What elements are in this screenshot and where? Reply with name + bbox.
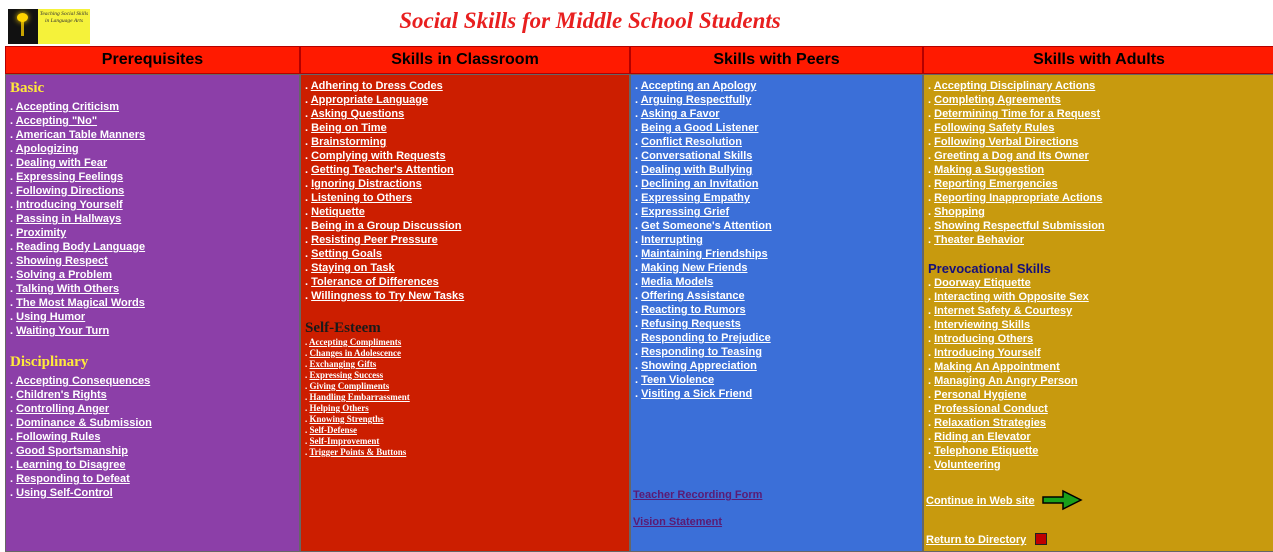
list-item <box>305 261 626 275</box>
skill-link[interactable]: Following Verbal Directions <box>934 136 1079 148</box>
skill-link[interactable]: Dealing with Bullying <box>641 164 753 176</box>
peers-column <box>630 74 923 552</box>
skill-link[interactable]: Handling Embarrassment <box>309 392 410 402</box>
list-item <box>928 219 1271 233</box>
list-item <box>10 268 296 282</box>
list-item <box>305 381 626 392</box>
skill-link[interactable]: Reacting to Rumors <box>641 304 746 316</box>
list-item <box>635 93 919 107</box>
list-item <box>928 346 1271 360</box>
list-item <box>635 107 919 121</box>
skill-link[interactable]: Doorway Etiquette <box>934 277 1031 289</box>
self-esteem-heading: Self-Esteem <box>305 320 381 336</box>
skill-link[interactable]: Netiquette <box>311 206 365 218</box>
skill-link[interactable]: Being on Time <box>311 122 387 134</box>
list-item <box>305 233 626 247</box>
list-item <box>10 212 296 226</box>
list-item <box>10 170 296 184</box>
skill-link[interactable]: Responding to Prejudice <box>641 332 771 344</box>
skill-link[interactable]: Personal Hygiene <box>934 389 1027 401</box>
list-item <box>10 458 296 472</box>
classroom-list <box>305 79 626 303</box>
skill-link[interactable]: Refusing Requests <box>641 318 741 330</box>
list-item <box>635 331 919 345</box>
list-item <box>928 458 1271 472</box>
list-item <box>305 414 626 425</box>
list-item <box>10 128 296 142</box>
list-item <box>10 430 296 444</box>
skill-link[interactable]: Conflict Resolution <box>641 136 742 148</box>
skill-link[interactable]: Greeting a Dog and Its Owner <box>934 150 1089 162</box>
list-item <box>305 177 626 191</box>
list-item <box>928 290 1271 304</box>
list-item <box>635 275 919 289</box>
list-item <box>10 240 296 254</box>
classroom-column <box>300 74 630 552</box>
skill-link[interactable]: Self-Improvement <box>309 436 380 446</box>
candle-icon <box>8 9 38 44</box>
list-item <box>928 205 1271 219</box>
list-item <box>305 149 626 163</box>
list-item <box>635 177 919 191</box>
list-item <box>305 275 626 289</box>
list-item <box>10 486 296 500</box>
list-item <box>10 472 296 486</box>
skill-link[interactable]: Accepting an Apology <box>640 80 757 92</box>
skill-link[interactable]: Being a Good Listener <box>641 122 759 134</box>
skill-link[interactable]: Asking a Favor <box>640 108 720 120</box>
list-item <box>928 121 1271 135</box>
header-peers: Skills with Peers <box>630 46 923 74</box>
list-item <box>305 107 626 121</box>
skill-link[interactable]: Visiting a Sick Friend <box>641 388 753 400</box>
list-item <box>928 402 1271 416</box>
basic-list <box>10 100 296 338</box>
skill-link[interactable]: Changes in Adolescence <box>309 348 402 358</box>
skill-link[interactable]: Using Self-Control <box>16 487 113 499</box>
skill-link[interactable]: Telephone Etiquette <box>934 445 1039 457</box>
skill-link[interactable]: Controlling Anger <box>16 403 110 415</box>
skill-link[interactable]: Introducing Yourself <box>16 199 123 211</box>
skill-link[interactable]: Responding to Defeat <box>16 473 130 485</box>
skill-link[interactable]: Determining Time for a Request <box>934 108 1101 120</box>
list-item <box>928 107 1271 121</box>
skill-link[interactable]: Exchanging Gifts <box>309 359 377 369</box>
list-item <box>10 416 296 430</box>
list-item <box>635 317 919 331</box>
list-item <box>305 337 626 348</box>
skill-link[interactable]: Shopping <box>934 206 985 218</box>
list-item <box>635 135 919 149</box>
skill-link[interactable]: Theater Behavior <box>934 234 1024 246</box>
skill-link[interactable]: Declining an Invitation <box>641 178 759 190</box>
page-title: Social Skills for Middle School Students <box>399 8 781 33</box>
skill-link[interactable]: Giving Compliments <box>309 381 390 391</box>
header-classroom: Skills in Classroom <box>300 46 630 74</box>
skill-link[interactable]: Get Someone's Attention <box>641 220 772 232</box>
list-item <box>305 289 626 303</box>
skill-link[interactable]: Helping Others <box>309 403 369 413</box>
list-item <box>305 392 626 403</box>
skill-link[interactable]: Appropriate Language <box>310 94 429 106</box>
list-item <box>635 359 919 373</box>
list-item <box>10 184 296 198</box>
list-item <box>305 359 626 370</box>
skill-link[interactable]: Making An Appointment <box>934 361 1060 373</box>
list-item <box>635 345 919 359</box>
skill-link[interactable]: Making a Suggestion <box>934 164 1045 176</box>
list-item <box>928 149 1271 163</box>
list-item <box>10 324 296 338</box>
skill-link[interactable]: Following Safety Rules <box>934 122 1055 134</box>
skill-link[interactable]: American Table Manners <box>15 129 146 141</box>
skill-link[interactable]: Interviewing Skills <box>934 319 1031 331</box>
skill-link[interactable]: Introducing Yourself <box>934 347 1041 359</box>
skill-link[interactable]: Accepting Compliments <box>309 337 402 347</box>
list-item <box>635 373 919 387</box>
list-item <box>305 447 626 458</box>
skill-link[interactable]: Staying on Task <box>311 262 395 274</box>
continue-row <box>926 489 1083 511</box>
list-item <box>635 247 919 261</box>
skill-link[interactable]: Self-Defense <box>309 425 357 435</box>
skill-link[interactable]: Following Directions <box>16 185 125 197</box>
skill-link[interactable]: Arguing Respectfully <box>640 94 752 106</box>
skill-link[interactable]: Riding an Elevator <box>934 431 1031 443</box>
skill-link[interactable]: Reporting Inappropriate Actions <box>934 192 1103 204</box>
skill-link[interactable]: Internet Safety & Courtesy <box>934 305 1073 317</box>
skill-link[interactable]: Accepting Criticism <box>15 101 120 113</box>
list-item <box>635 79 919 93</box>
skill-link[interactable]: Maintaining Friendships <box>641 248 768 260</box>
skill-link[interactable]: Complying with Requests <box>311 150 446 162</box>
list-item <box>305 135 626 149</box>
skill-link[interactable]: Apologizing <box>15 143 79 155</box>
skill-link[interactable]: Professional Conduct <box>934 403 1048 415</box>
skills-table <box>5 46 1273 552</box>
list-item <box>305 93 626 107</box>
list-item <box>10 254 296 268</box>
list-item <box>10 374 296 388</box>
list-item <box>10 198 296 212</box>
self-esteem-list <box>305 337 626 458</box>
list-item <box>928 79 1271 93</box>
skill-link[interactable]: Adhering to Dress Codes <box>310 80 443 92</box>
list-item <box>305 79 626 93</box>
return-to-directory-link[interactable]: Return to Directory <box>926 534 1027 546</box>
list-item <box>305 163 626 177</box>
list-item <box>635 191 919 205</box>
list-item <box>305 403 626 414</box>
skill-link[interactable]: Introducing Others <box>934 333 1034 345</box>
skill-link[interactable]: Making New Friends <box>641 262 748 274</box>
list-item <box>928 135 1271 149</box>
skill-link[interactable]: Relaxation Strategies <box>934 417 1046 429</box>
skill-link[interactable]: Accepting "No" <box>15 115 98 127</box>
skill-link[interactable]: Managing An Angry Person <box>934 375 1078 387</box>
skill-link[interactable]: Children's Rights <box>16 389 107 401</box>
list-item <box>635 303 919 317</box>
list-item <box>10 310 296 324</box>
list-item <box>928 177 1271 191</box>
skill-link[interactable]: Reporting Emergencies <box>934 178 1058 190</box>
skill-link[interactable]: Showing Respectful Submission <box>934 220 1105 232</box>
list-item <box>928 304 1271 318</box>
list-item <box>928 276 1271 290</box>
skill-link[interactable]: Ignoring Distractions <box>311 178 422 190</box>
skill-link[interactable]: Trigger Points & Buttons <box>309 447 407 457</box>
disciplinary-list <box>10 374 296 500</box>
prevocational-list <box>928 276 1271 472</box>
basic-heading: Basic <box>10 80 45 96</box>
list-item <box>928 233 1271 247</box>
list-item <box>928 360 1271 374</box>
skill-link[interactable]: Setting Goals <box>311 248 383 260</box>
skill-link[interactable]: Passing in Hallways <box>16 213 122 225</box>
skill-link[interactable]: Accepting Disciplinary Actions <box>933 80 1096 92</box>
logo-text: Teaching Social Skills in Language Arts <box>39 11 89 24</box>
skill-link[interactable]: Expressing Empathy <box>641 192 750 204</box>
return-row <box>926 530 1047 548</box>
skill-link[interactable]: Following Rules <box>16 431 101 443</box>
list-item <box>635 387 919 401</box>
list-item <box>10 114 296 128</box>
skill-link[interactable]: Responding to Teasing <box>641 346 762 358</box>
stop-square-icon[interactable] <box>1035 533 1047 545</box>
list-item <box>928 318 1271 332</box>
list-item <box>10 296 296 310</box>
skill-link[interactable]: Interrupting <box>641 234 703 246</box>
skill-link[interactable]: Learning to Disagree <box>16 459 126 471</box>
peers-list <box>635 79 919 401</box>
list-item <box>10 388 296 402</box>
skill-link[interactable]: Offering Assistance <box>641 290 745 302</box>
skill-link[interactable]: Willingness to Try New Tasks <box>311 290 465 302</box>
skill-link[interactable]: Listening to Others <box>311 192 412 204</box>
skill-link[interactable]: Expressing Feelings <box>16 171 124 183</box>
list-item <box>10 100 296 114</box>
list-item <box>305 436 626 447</box>
skill-link[interactable]: Knowing Strengths <box>309 414 384 424</box>
list-item <box>635 233 919 247</box>
list-item <box>928 93 1271 107</box>
skill-link[interactable]: Getting Teacher's Attention <box>311 164 454 176</box>
skill-link[interactable]: Interacting with Opposite Sex <box>934 291 1089 303</box>
list-item <box>928 430 1271 444</box>
skill-link[interactable]: Talking With Others <box>16 283 120 295</box>
list-item <box>928 163 1271 177</box>
list-item <box>635 219 919 233</box>
skill-link[interactable]: Completing Agreements <box>934 94 1061 106</box>
continue-link[interactable]: Continue in Web site <box>926 495 1035 508</box>
skill-link[interactable]: Media Models <box>641 276 714 288</box>
skill-link[interactable]: Volunteering <box>934 459 1001 471</box>
list-item <box>635 121 919 135</box>
skill-link[interactable]: Solving a Problem <box>16 269 113 281</box>
list-item <box>305 191 626 205</box>
vision-statement-link[interactable]: Vision Statement <box>633 516 723 528</box>
list-item <box>10 156 296 170</box>
list-item <box>305 425 626 436</box>
list-item <box>635 261 919 275</box>
list-item <box>635 163 919 177</box>
adults-column <box>923 74 1273 552</box>
skill-link[interactable]: Showing Respect <box>16 255 108 267</box>
prevocational-heading: Prevocational Skills <box>928 261 1051 276</box>
list-item <box>305 370 626 381</box>
list-item <box>928 374 1271 388</box>
list-item <box>305 121 626 135</box>
list-item <box>928 388 1271 402</box>
skill-link[interactable]: Reading Body Language <box>16 241 146 253</box>
adults-list <box>928 79 1271 247</box>
list-item <box>305 219 626 233</box>
list-item <box>635 289 919 303</box>
list-item <box>305 247 626 261</box>
arrow-right-icon[interactable] <box>1041 489 1083 511</box>
list-item <box>305 205 626 219</box>
prerequisites-column <box>5 74 300 552</box>
skill-link[interactable]: Dealing with Fear <box>16 157 108 169</box>
list-item <box>10 444 296 458</box>
skill-link[interactable]: Teen Violence <box>641 374 715 386</box>
header-adults: Skills with Adults <box>923 46 1273 74</box>
skill-link[interactable]: Asking Questions <box>310 108 405 120</box>
list-item <box>10 226 296 240</box>
skill-link[interactable]: The Most Magical Words <box>16 297 145 309</box>
teacher-recording-form-link[interactable]: Teacher Recording Form <box>633 489 763 501</box>
skill-link[interactable]: Brainstorming <box>311 136 387 148</box>
list-item <box>10 142 296 156</box>
skill-link[interactable]: Expressing Success <box>309 370 384 380</box>
skill-link[interactable]: Resisting Peer Pressure <box>311 234 438 246</box>
skill-link[interactable]: Proximity <box>16 227 67 239</box>
skill-link[interactable]: Waiting Your Turn <box>16 325 110 337</box>
list-item <box>10 402 296 416</box>
skill-link[interactable]: Showing Appreciation <box>641 360 757 372</box>
skill-link[interactable]: Accepting Consequences <box>15 375 151 387</box>
list-item <box>635 149 919 163</box>
skill-link[interactable]: Conversational Skills <box>641 150 753 162</box>
list-item <box>928 444 1271 458</box>
skill-link[interactable]: Dominance & Submission <box>16 417 152 429</box>
skill-link[interactable]: Good Sportsmanship <box>16 445 128 457</box>
list-item <box>10 282 296 296</box>
header-prerequisites: Prerequisites <box>5 46 300 74</box>
list-item <box>635 205 919 219</box>
skill-link[interactable]: Expressing Grief <box>641 206 730 218</box>
list-item <box>305 348 626 359</box>
list-item <box>928 416 1271 430</box>
skill-link[interactable]: Being in a Group Discussion <box>311 220 462 232</box>
list-item <box>928 332 1271 346</box>
skill-link[interactable]: Using Humor <box>16 311 86 323</box>
site-logo[interactable] <box>8 9 90 44</box>
list-item <box>928 191 1271 205</box>
skill-link[interactable]: Tolerance of Differences <box>311 276 439 288</box>
disciplinary-heading: Disciplinary <box>10 354 89 370</box>
